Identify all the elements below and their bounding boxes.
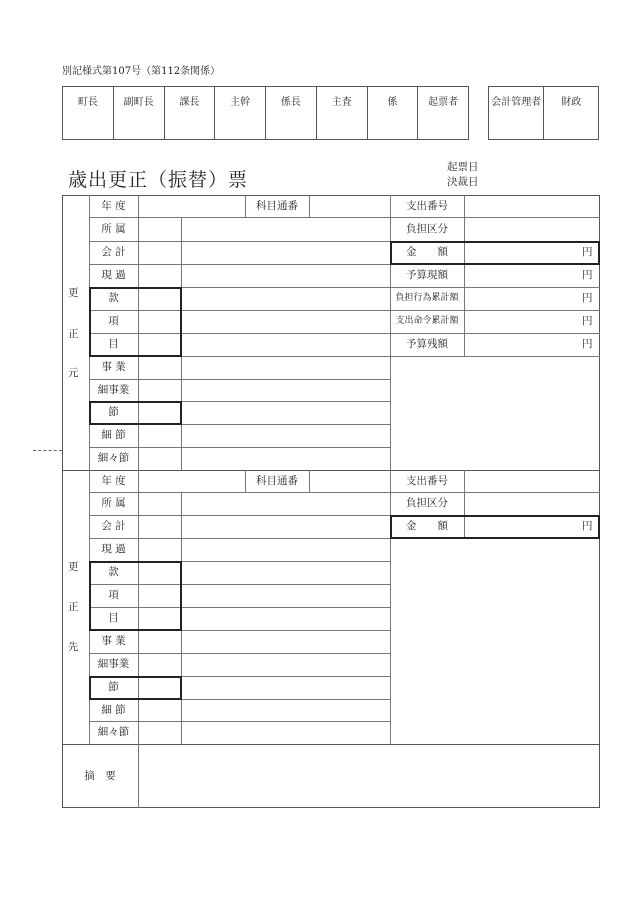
stamp-cell-accounting-manager[interactable]: 会計管理者 [489, 87, 544, 140]
section-dest-char-3: 先 [68, 641, 79, 653]
src-setsu-label: 節 [108, 406, 119, 419]
stamp-cell-unit-chief[interactable]: 係長 [266, 87, 317, 140]
form-number: 別記様式第107号（第112条関係） [62, 66, 221, 77]
src-affiliation-field[interactable] [182, 218, 389, 240]
src-kou-label: 項 [108, 315, 119, 328]
src-burden-cumulative-yen: 円 [582, 292, 593, 304]
stamp-cell-inspector[interactable]: 主査 [316, 87, 367, 140]
dst-sub-setsu-label: 細 節 [101, 703, 126, 716]
src-budget-current-yen: 円 [582, 269, 593, 281]
src-accounting-field[interactable] [182, 242, 389, 263]
stamp-cell-deputy-mayor[interactable]: 副町長 [113, 87, 164, 140]
section-source-char-2: 正 [68, 328, 79, 340]
src-budget-remaining-label: 予算残額 [406, 338, 448, 351]
src-burden-class-label: 負担区分 [406, 222, 448, 235]
page-title: 歳出更正（振替）票 [68, 169, 249, 191]
dst-project-label: 事 業 [101, 635, 126, 648]
dst-setsu-label: 節 [108, 681, 119, 694]
approval-stamp-table [62, 86, 469, 140]
dst-expense-no-label: 支出番号 [406, 474, 448, 487]
dst-amount-yen: 円 [582, 520, 593, 532]
dst-year-label: 年 度 [101, 474, 126, 487]
decision-date-label: 決裁日 [447, 176, 479, 188]
src-subject-serial-field[interactable] [310, 196, 389, 216]
src-sub-project-label: 細事業 [97, 383, 130, 396]
src-expense-no-field[interactable] [465, 196, 599, 216]
src-amount-yen: 円 [582, 246, 593, 258]
src-amount-label: 金 額 [406, 246, 448, 259]
src-subject-serial-label: 科目通番 [256, 199, 298, 212]
dst-year-field[interactable] [139, 471, 244, 491]
src-budget-current-label: 予算現額 [406, 269, 448, 282]
stamp-cell-director[interactable]: 主幹 [215, 87, 266, 140]
src-year-label: 年 度 [101, 199, 126, 212]
section-source-char-3: 元 [68, 367, 79, 379]
section-dest-char-1: 更 [68, 561, 79, 573]
dst-kou-label: 項 [108, 589, 119, 602]
dst-subject-serial-field[interactable] [310, 471, 389, 491]
stamp-cell-section-chief[interactable]: 課長 [164, 87, 215, 140]
dst-current-excess-label: 現 過 [101, 543, 126, 556]
dst-accounting-label: 会 計 [101, 520, 126, 533]
section-dest-char-2: 正 [68, 601, 79, 613]
src-kan-label: 款 [108, 292, 119, 305]
issue-date-label: 起票日 [447, 161, 479, 173]
src-burden-class-field[interactable] [465, 218, 599, 240]
src-sub-setsu-label: 細 節 [101, 429, 126, 442]
section-source-char-1: 更 [68, 287, 79, 299]
fold-mark [33, 450, 62, 451]
src-current-excess-label: 現 過 [101, 269, 126, 282]
src-affiliation-label: 所 属 [101, 222, 126, 235]
stamp-cell-drafter[interactable]: 起票者 [418, 87, 469, 140]
src-project-label: 事 業 [101, 361, 126, 374]
dst-amount-label: 金 額 [406, 520, 448, 533]
dst-sub-project-label: 細事業 [97, 658, 130, 671]
src-order-cumulative-label: 支出命令累計額 [395, 316, 459, 326]
dst-moku-label: 目 [108, 612, 119, 625]
dst-affiliation-label: 所 属 [101, 497, 126, 510]
dst-kan-label: 款 [108, 566, 119, 579]
stamp-cell-finance[interactable]: 財政 [544, 87, 599, 140]
dst-subsub-setsu-label: 細々節 [97, 726, 130, 739]
src-burden-cumulative-label: 負担行為累計額 [395, 293, 459, 303]
summary-label: 摘 要 [84, 769, 116, 782]
src-year-field[interactable] [139, 196, 244, 216]
approval-stamp-table-finance [488, 86, 599, 140]
src-budget-remaining-yen: 円 [582, 338, 593, 350]
stamp-cell-mayor[interactable]: 町長 [63, 87, 114, 140]
src-subsub-setsu-label: 細々節 [97, 452, 130, 465]
src-order-cumulative-yen: 円 [582, 315, 593, 327]
stamp-cell-staff[interactable]: 係 [367, 87, 418, 140]
dst-expense-no-field[interactable] [465, 471, 599, 491]
src-accounting-label: 会 計 [101, 246, 126, 259]
src-expense-no-label: 支出番号 [406, 199, 448, 212]
src-moku-label: 目 [108, 338, 119, 351]
dst-burden-class-label: 負担区分 [406, 497, 448, 510]
dst-subject-serial-label: 科目通番 [256, 474, 298, 487]
summary-field[interactable] [139, 745, 599, 807]
